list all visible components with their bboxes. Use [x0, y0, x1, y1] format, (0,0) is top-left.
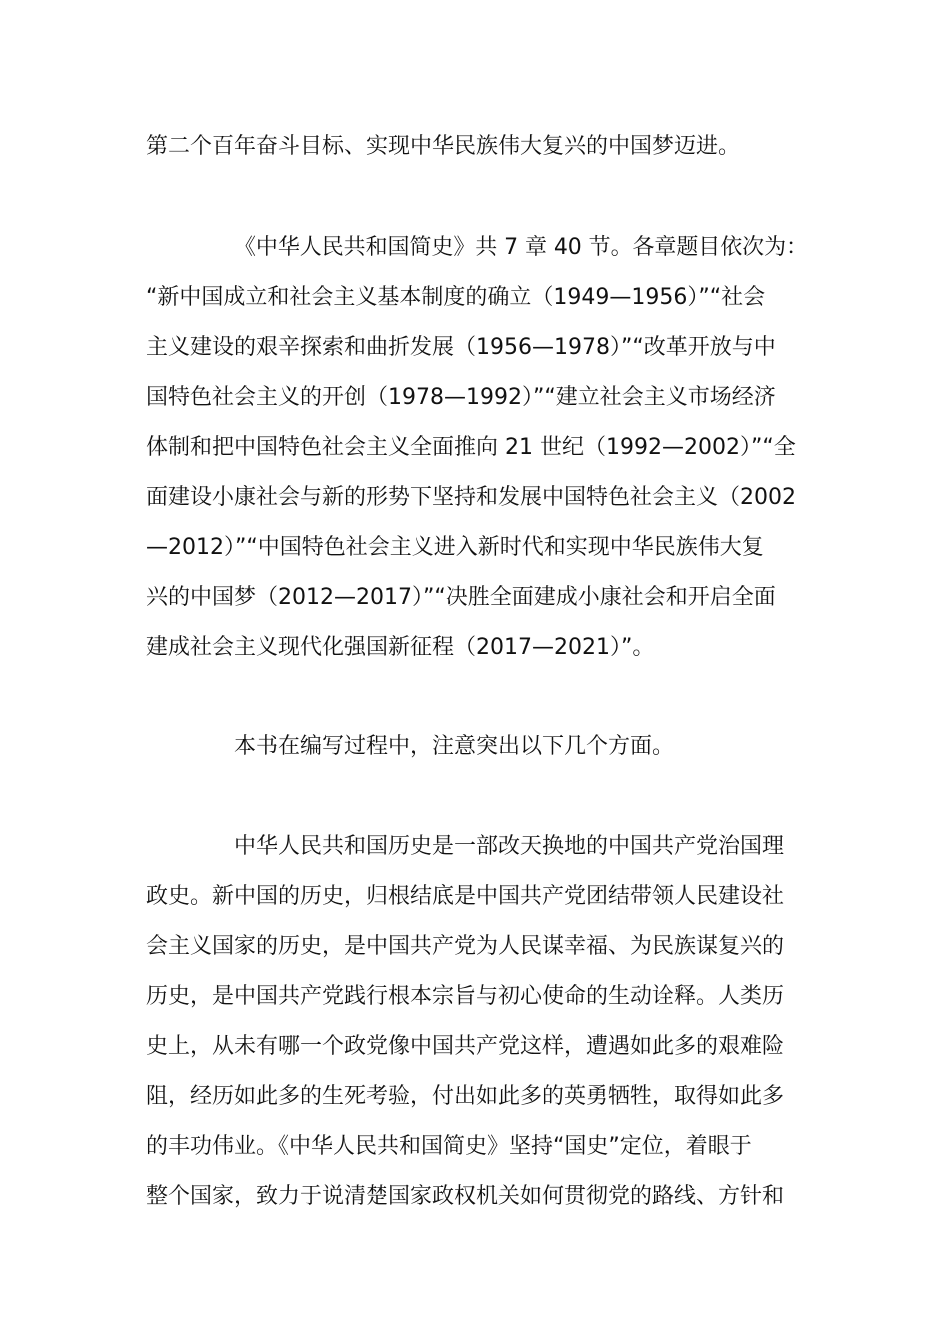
text-line: 的丰功伟业。《中华人民共和国简史》坚持“国史”定位，着眼于: [146, 1134, 752, 1159]
text-line: 兴的中国梦（2012—2017）”“决胜全面建成小康社会和开启全面: [146, 585, 776, 610]
text-line: 建成社会主义现代化强国新征程（2017—2021）”。: [146, 635, 655, 660]
paragraph-2: [146, 223, 808, 673]
text-line: 国特色社会主义的开创（1978—1992）”“建立社会主义市场经济: [146, 385, 776, 410]
text-line: 中华人民共和国历史是一部改天换地的中国共产党治国理: [234, 834, 785, 859]
text-line: 整个国家，致力于说清楚国家政权机关如何贯彻党的路线、方针和: [146, 1184, 785, 1209]
text-line: 历史，是中国共产党践行根本宗旨与初心使命的生动诠释。人类历: [146, 984, 785, 1009]
text-line: 体制和把中国特色社会主义全面推向 21 世纪（1992—2002）”“全: [146, 435, 796, 460]
text-line: 政史。新中国的历史，归根结底是中国共产党团结带领人民建设社: [146, 884, 785, 909]
paragraph-3: [146, 722, 808, 772]
paragraph-1: [146, 122, 808, 172]
text-line: 阻，经历如此多的生死考验，付出如此多的英勇牺牲，取得如此多: [146, 1084, 785, 1109]
paragraph-4: [146, 822, 808, 1222]
text-line: —2012）”“中国特色社会主义进入新时代和实现中华民族伟大复: [146, 535, 764, 560]
text-line: 本书在编写过程中，注意突出以下几个方面。: [234, 734, 675, 759]
text-line: 第二个百年奋斗目标、实现中华民族伟大复兴的中国梦迈进。: [146, 134, 741, 159]
text-line: 《中华人民共和国简史》共 7 章 40 节。各章题目依次为：: [234, 235, 808, 260]
text-line: 主义建设的艰辛探索和曲折发展（1956—1978）”“改革开放与中: [146, 335, 776, 360]
text-line: “新中国成立和社会主义基本制度的确立（1949—1956）”“社会: [146, 285, 766, 310]
text-line: 史上，从未有哪一个政党像中国共产党这样，遭遇如此多的艰难险: [146, 1034, 785, 1059]
text-line: 面建设小康社会与新的形势下坚持和发展中国特色社会主义（2002: [146, 485, 796, 510]
text-line: 会主义国家的历史，是中国共产党为人民谋幸福、为民族谋复兴的: [146, 934, 785, 959]
